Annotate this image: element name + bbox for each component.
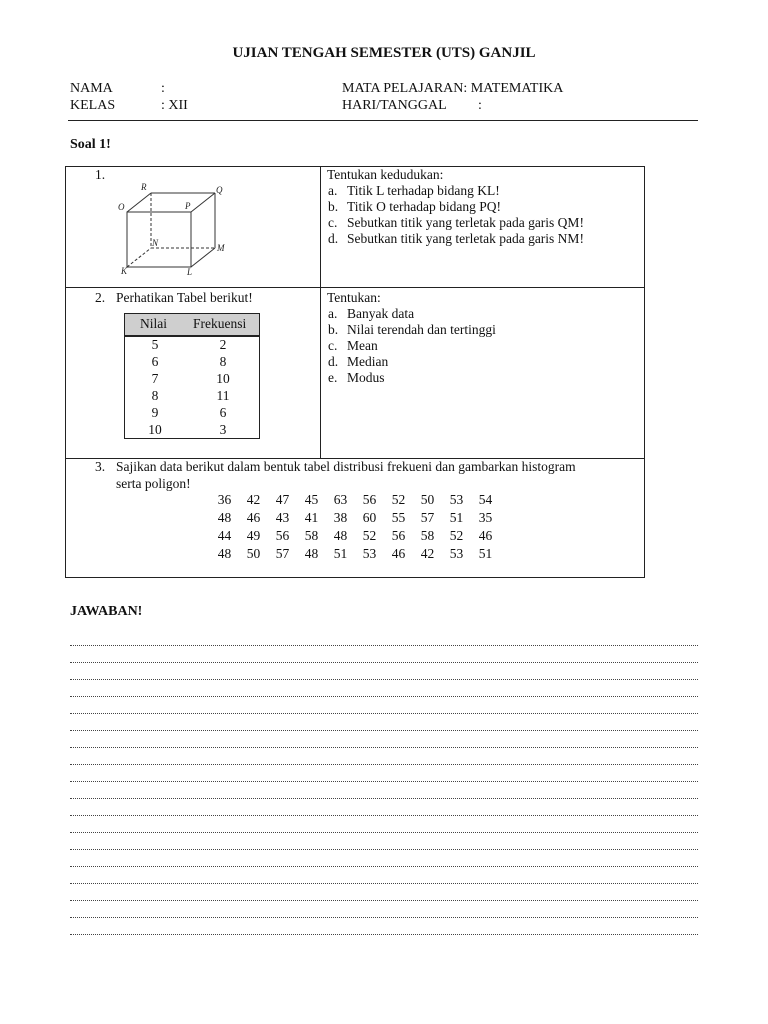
frekuensi-column	[205, 336, 241, 438]
answer-line[interactable]	[70, 883, 698, 884]
kelas-label: KELAS	[70, 98, 116, 113]
question-table-column-divider	[320, 166, 321, 458]
cube-label-p: P	[185, 201, 191, 211]
nilai-column	[138, 336, 172, 438]
answer-line[interactable]	[70, 730, 698, 731]
answer-line[interactable]	[70, 849, 698, 850]
cube-diagram	[115, 180, 235, 278]
table-cell: 8	[219, 354, 227, 369]
q2-instruction: Tentukan:	[327, 290, 381, 305]
answer-line[interactable]	[70, 764, 698, 765]
cube-label-m: M	[217, 243, 225, 253]
q3-line1: Sajikan data berikut dalam bentuk tabel distribusi frekueni dan gambarkan histogram	[116, 459, 576, 474]
table-cell: 10	[216, 371, 230, 386]
cube-label-r: R	[141, 182, 147, 192]
nama-value: :	[161, 81, 165, 96]
cube-label-q: Q	[216, 185, 223, 195]
q1-instruction: Tentukan kedudukan:	[327, 167, 444, 182]
list-item: a. Banyak data	[328, 306, 415, 321]
cube-label-k: K	[121, 266, 128, 276]
table-cell: 9	[151, 405, 159, 420]
list-item: d. Median	[328, 354, 389, 369]
q3-number: 3.	[95, 459, 106, 474]
q1-items	[328, 183, 584, 247]
mata-pelajaran: MATA PELAJARAN: MATEMATIKA	[342, 81, 564, 96]
exam-title: UJIAN TENGAH SEMESTER (UTS) GANJIL	[232, 45, 536, 61]
table-header-nilai: Nilai	[140, 316, 167, 331]
q3-line2: serta poligon!	[116, 476, 191, 491]
jawaban-heading: JAWABAN!	[70, 604, 143, 619]
soal-heading: Soal 1!	[70, 137, 111, 152]
answer-line[interactable]	[70, 917, 698, 918]
answer-line[interactable]	[70, 866, 698, 867]
data-row: 48 50 57 48 51 53 46 42 53 51	[217, 546, 493, 561]
q1-number: 1.	[95, 167, 106, 182]
table-cell: 8	[151, 388, 159, 403]
cube-label-l: L	[187, 267, 193, 277]
table-cell: 5	[151, 337, 159, 352]
table-cell: 2	[219, 337, 227, 352]
hari-tanggal-label: HARI/TANGGAL	[342, 98, 447, 113]
data-row: 36 42 47 45 63 56 52 50 53 54	[217, 492, 493, 507]
table-cell: 11	[216, 388, 230, 403]
list-item: c. Sebutkan titik yang terletak pada garis QM!	[328, 215, 584, 230]
answer-line[interactable]	[70, 815, 698, 816]
cube-label-n: N	[152, 238, 159, 248]
list-item: b. Titik O terhadap bidang PQ!	[328, 199, 501, 214]
data-row: 48 46 43 41 38 60 55 57 51 35	[217, 510, 493, 525]
list-item: a. Titik L terhadap bidang KL!	[328, 183, 500, 198]
answer-line[interactable]	[70, 900, 698, 901]
answer-line[interactable]	[70, 713, 698, 714]
question-table-row-divider	[65, 287, 645, 288]
q2-prompt: Perhatikan Tabel berikut!	[116, 290, 253, 305]
kelas-value: : XII	[161, 98, 188, 113]
table-cell: 6	[219, 405, 227, 420]
answer-line[interactable]	[70, 679, 698, 680]
nama-label: NAMA	[70, 81, 113, 96]
answer-line[interactable]	[70, 662, 698, 663]
hari-tanggal-value: :	[478, 98, 482, 113]
answer-line[interactable]	[70, 645, 698, 646]
data-row: 44 49 56 58 48 52 56 58 52 46	[217, 528, 493, 543]
list-item: e. Modus	[328, 370, 385, 385]
table-cell: 6	[151, 354, 159, 369]
header-divider	[68, 120, 698, 121]
cube-label-o: O	[118, 202, 125, 212]
table-cell: 10	[148, 422, 162, 437]
table-cell: 7	[151, 371, 159, 386]
answer-line[interactable]	[70, 934, 698, 935]
list-item: d. Sebutkan titik yang terletak pada garis NM!	[328, 231, 584, 246]
answer-line[interactable]	[70, 781, 698, 782]
answer-line[interactable]	[70, 798, 698, 799]
answer-line[interactable]	[70, 832, 698, 833]
table-cell: 3	[219, 422, 227, 437]
table-header-frekuensi: Frekuensi	[193, 316, 247, 331]
q2-items	[328, 306, 496, 386]
list-item: c. Mean	[328, 338, 378, 353]
q2-number: 2.	[95, 290, 106, 305]
list-item: b. Nilai terendah dan tertinggi	[328, 322, 496, 337]
answer-line[interactable]	[70, 696, 698, 697]
answer-line[interactable]	[70, 747, 698, 748]
